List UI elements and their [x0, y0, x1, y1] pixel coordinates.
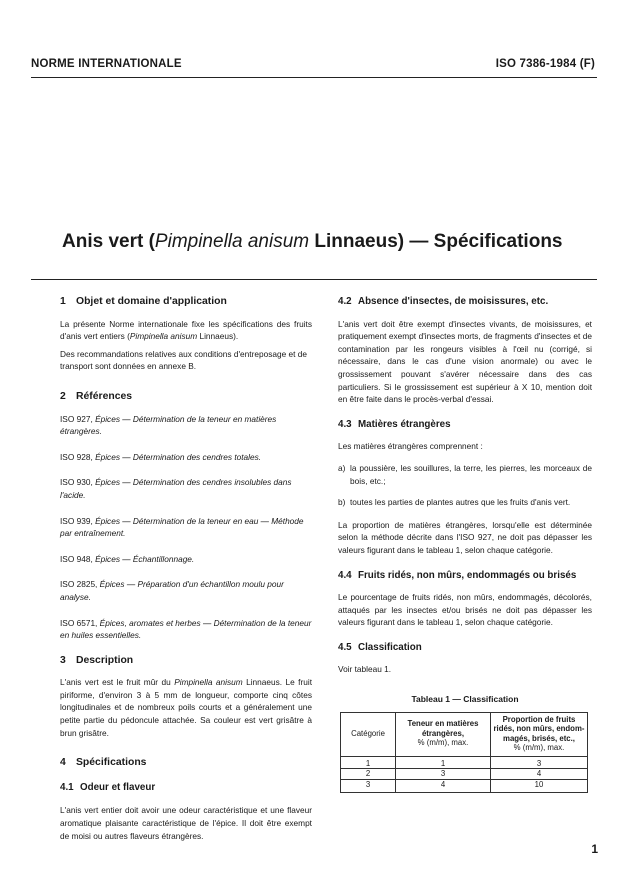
section-4-1-paragraph: L'anis vert entier doit avoir une odeur caractéristique et une flaveur aromatique plaisante caractéristique de l'épice. Il doit être exempt de moisi ou autres flaveurs étrangères. — [60, 805, 312, 841]
column-header-category: Catégorie — [341, 712, 396, 756]
title-divider — [31, 279, 597, 280]
left-column — [60, 296, 312, 842]
table-row: 3 4 10 — [341, 780, 588, 793]
document-header-label: NORME INTERNATIONALE — [31, 58, 182, 70]
list-item: a) la poussière, les souillures, la terre, les pierres, les morceaux de bois, etc.; — [338, 462, 592, 486]
classification-table — [340, 712, 588, 793]
section-4-heading: 4 Spécifications — [60, 757, 147, 769]
section-4-2-paragraph: L'anis vert doit être exempt d'insectes vivants, de moisissures, et pratiquement exempt d'insectes morts, de fragments d'insectes et de contamination par les rongeurs visibles à l'œil nu (corrigé, si nécessaire, dans le cas d'une vision anormale) ou avec le grossissement pouvant s'avérer nécessaire dans des cas particuliers. Si le grossissement est supérieur à X 10, mention doit en être faite dans le procès-verbal d'essai. — [338, 318, 592, 405]
column-header-foreign-matter: Teneur en matières étrangères, % (m/m), max. — [396, 712, 491, 756]
section-1-heading: 1 Objet et domaine d'application — [60, 296, 227, 307]
table-row: 1 1 3 — [341, 756, 588, 769]
section-3-heading: 3 Description — [60, 654, 134, 666]
reference-item: ISO 2825, Épices — Préparation d'un échantillon moulu pour analyse. — [60, 579, 284, 602]
reference-list — [60, 413, 312, 642]
section-4-5-heading: 4.5 Classification — [338, 641, 422, 653]
section-4-5-paragraph: Voir tableau 1. — [338, 664, 392, 675]
page-title: Anis vert (Pimpinella anisum Linnaeus) — Spécifications — [62, 231, 563, 252]
table-caption: Tableau 1 — Classification — [411, 694, 519, 705]
section-3-paragraph: L'anis vert est le fruit mûr du Pimpinella anisum Linnaeus. Le fruit piriforme, d'environ 3 à 5 mm de longueur, comporte cinq côtes longitudinales et de nombreux poils courts et a généralement une petite partie du pédoncule attachée. Sa couleur est vert grisâtre à brun grisâtre. — [60, 677, 313, 738]
header-divider — [31, 77, 597, 78]
section-4-3-heading: 4.3 Matières étrangères — [338, 418, 451, 430]
reference-item: ISO 6571, Épices, aromates et herbes — Détermination de la teneur en huiles essentielles. — [60, 617, 312, 641]
section-4-1-heading: 4.1 Odeur et flaveur — [60, 781, 156, 793]
list-item: b) toutes les parties de plantes autres que les fruits d'anis vert. — [338, 497, 571, 508]
reference-item: ISO 948, Épices — Échantillonnage. — [60, 553, 195, 564]
reference-item: ISO 939, Épices — Détermination de la teneur en eau — Méthode par entraînement. — [60, 515, 304, 539]
page-number: 1 — [591, 842, 598, 856]
table-header-row — [341, 712, 588, 756]
section-4-4-paragraph: Le pourcentage de fruits ridés, non mûrs, endommagés, décolorés, attaqués par les insectes et/ou brisés ne doit pas dépasser les valeurs figurant dans le tableau 1, selon chaque catégorie. — [338, 592, 592, 628]
reference-item: ISO 928, Épices — Détermination des cendres totales. — [60, 451, 262, 462]
column-header-damaged-fruits: Proportion de fruits ridés, non mûrs, endom- magés, brisés, etc., % (m/m), max. — [491, 712, 588, 756]
section-1-paragraph-2: Des recommandations relatives aux conditions d'entreposage et de transport sont données en annexe B. — [60, 348, 307, 372]
right-column — [338, 296, 592, 793]
section-1-paragraph-1: La présente Norme internationale fixe les spécifications des fruits d'anis vert entiers (Pimpinella anisum Linnaeus). — [60, 318, 312, 342]
section-4-4-heading: 4.4 Fruits ridés, non mûrs, endommagés ou brisés — [338, 569, 577, 581]
table-row: 2 3 4 — [341, 769, 588, 780]
reference-item: ISO 930, Épices — Détermination des cendres insolubles dans l'acide. — [60, 477, 292, 500]
document-standard-number: ISO 7386-1984 (F) — [495, 58, 595, 70]
section-4-2-heading: 4.2 Absence d'insectes, de moisissures, etc. — [338, 296, 549, 307]
reference-item: ISO 927, Épices — Détermination de la teneur en matières étrangères. — [60, 413, 277, 437]
section-4-3-paragraph: La proportion de matières étrangères, lorsqu'elle est déterminée selon la méthode décrite dans l'ISO 927, ne doit pas dépasser les valeurs figurant dans le tableau 1, selon chaque catégorie. — [338, 519, 592, 555]
section-2-heading: 2 Références — [60, 390, 133, 402]
section-4-3-intro: Les matières étrangères comprennent : — [338, 441, 483, 452]
